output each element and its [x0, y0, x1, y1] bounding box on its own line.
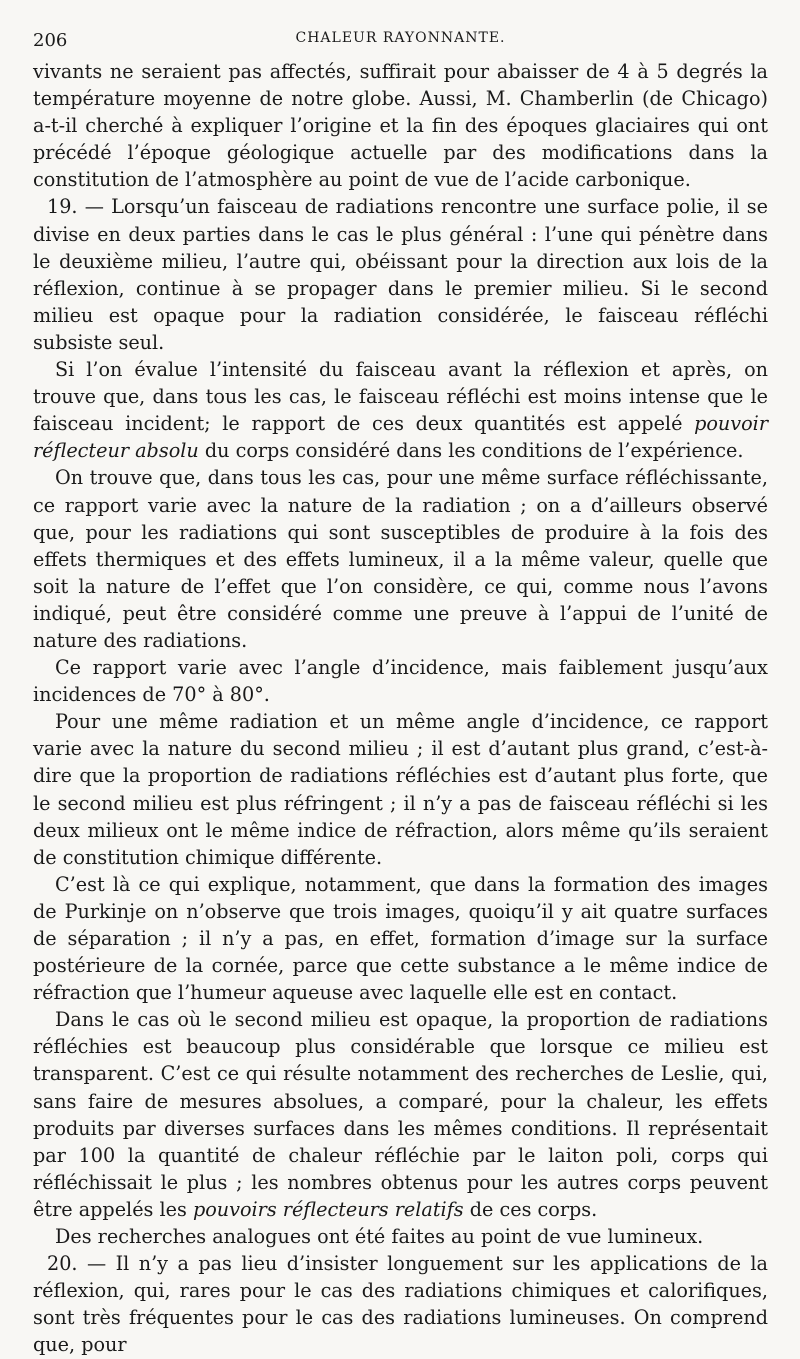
paragraph: Ce rapport varie avec l’angle d’incidence, mais faiblement jusqu’aux incidences de 70° à 80°. — [33, 656, 768, 707]
paragraph: Des recherches analogues ont été faites au point de vue lumineux. — [55, 1225, 704, 1249]
paragraph: C’est là ce qui explique, notamment, que dans la formation des images de Purkinje on n’observe que trois images, quoiqu’il y ait quatre surfaces de séparation ; il n’y a pas, en effet, formation d’image sur la surface postérieure de la cornée, parce que cette substance a le même indice de réfraction que l’humeur aqueuse avec laquelle elle est en contact. — [33, 872, 768, 1005]
italic-term: pouvoir réflecteur absolu — [33, 412, 768, 463]
italic-term: pouvoirs réflecteurs relatifs — [192, 1197, 464, 1221]
paragraph: Si l’on évalue l’intensité du faisceau avant la réflexion et après, on trouve que, dans tous les cas, le faisceau réfléchi est moins intense que le faisceau incident; le rapport de ces deux quantités est appelé pouvoir réflecteur absolu du corps considéré dans les conditions de l’expérience. — [33, 358, 768, 463]
paragraph-19: 19. — Lorsqu’un faisceau de radiations rencontre une surface polie, il se divise en deux parties dans le cas le plus général : l’une qui pénètre dans le deuxième milieu, l’autre qui, obéissant pour la direction aux lois de la réflexion, continue à se propager dans le premier milieu. Si le second milieu est opaque pour la radiation considérée, le faisceau réfléchi subsiste seul. — [33, 195, 768, 354]
paragraph: vivants ne seraient pas affectés, suffirait pour abaisser de 4 à 5 degrés la température moyenne de notre globe. Aussi, M. Chamberlin (de Chicago) a-t-il cherché à expliquer l’origine et la fin des époques glaciaires qui ont précédé l’époque géologique actuelle par des modifications dans la constitution de l’atmosphère au point de vue de l’acide carbonique. — [33, 60, 768, 192]
paragraph: Pour une même radiation et un même angle d’incidence, ce rapport varie avec la nature du second milieu ; il est d’autant plus grand, c’est-à-dire que la proportion de radiations réfléchies est d’autant plus forte, que le second milieu est plus réfringent ; il n’y a pas de faisceau réfléchi si les deux milieux ont le même indice de réfraction, alors même qu’ils seraient de constitution chimique différente. — [33, 710, 768, 869]
paragraph: On trouve que, dans tous les cas, pour une même surface réfléchissante, ce rapport varie avec la nature de la radiation ; on a d’ailleurs observé que, pour les radiations qui sont susceptibles de produire à la fois des effets thermiques et des effets lumineux, il a la même valeur, quelle que soit la nature de l’effet que l’on considère, ce qui, comme nous l’avons indiqué, peut être considéré comme une preuve à l’appui de l’unité de nature des radiations. — [33, 466, 768, 652]
body-text — [33, 58, 768, 1359]
paragraph: Dans le cas où le second milieu est opaque, la proportion de radiations réfléchies est beaucoup plus considérable que lorsque ce milieu est transparent. C’est ce qui résulte notamment des recherches de Leslie, qui, sans faire de mesures absolues, a comparé, pour la chaleur, les effets produits par diverses surfaces dans les mêmes conditions. Il représentait par 100 la quantité de chaleur réfléchie par le laiton poli, corps qui réfléchissait le plus ; les nombres obtenus pour les autres corps peuvent être appelés les pouvoirs réflecteurs relatifs de ces corps. — [33, 1008, 768, 1221]
page-header — [33, 26, 768, 58]
running-title: CHALEUR RAYONNANTE. — [295, 30, 506, 46]
page-number: 206 — [33, 30, 68, 51]
paragraph-20: 20. — Il n’y a pas lieu d’insister longuement sur les applications de la réflexion, qui, rares pour le cas des radiations chimiques et calorifiques, sont très fréquentes pour le cas des radiations lumineuses. On comprend que, pour — [33, 1252, 768, 1357]
